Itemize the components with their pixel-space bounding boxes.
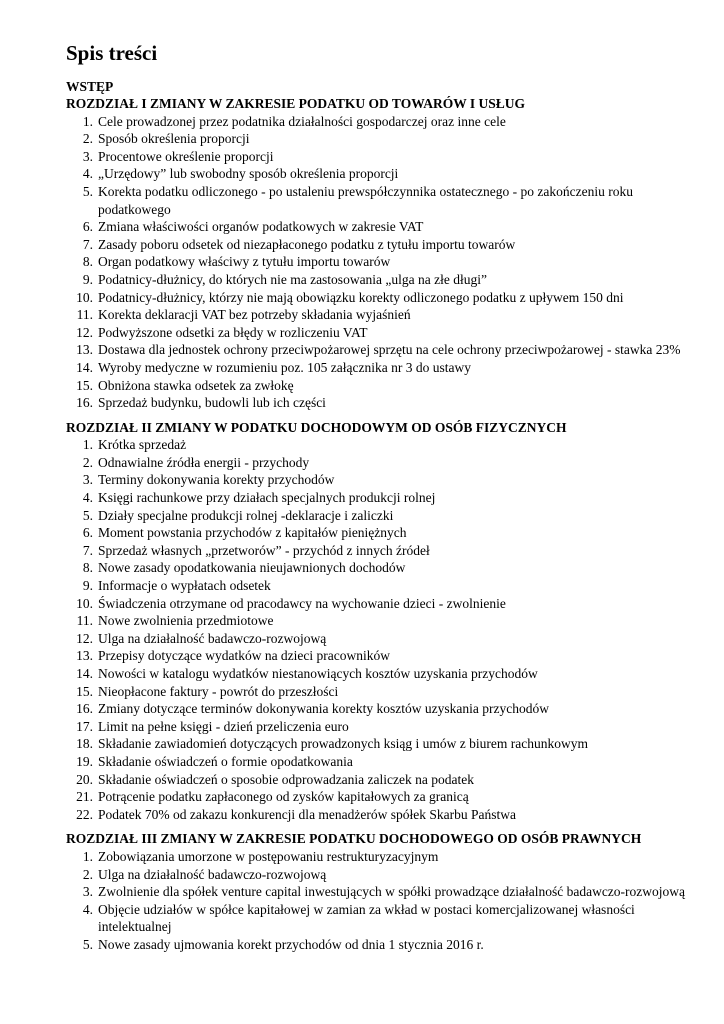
intro-heading: WSTĘP xyxy=(66,79,114,94)
toc-item xyxy=(66,341,706,359)
toc-item-text: Procentowe określenie proporcji xyxy=(98,148,274,164)
toc-item xyxy=(66,324,706,342)
toc-item xyxy=(66,377,706,395)
toc-item-text: Działy specjalne produkcji rolnej -deklaracje i zaliczki xyxy=(98,507,394,523)
toc-item xyxy=(66,130,706,148)
chapter-title: ROZDZIAŁ I ZMIANY W ZAKRESIE PODATKU OD TOWARÓW I USŁUG xyxy=(66,96,525,111)
toc-item xyxy=(66,507,706,525)
toc-item-text: Przepisy dotyczące wydatków na dzieci pracowników xyxy=(98,648,391,664)
toc-item xyxy=(66,866,706,884)
toc-item-text: Krótka sprzedaż xyxy=(98,437,187,453)
toc-item-number: 4. xyxy=(82,166,93,182)
toc-item-text: Moment powstania przychodów z kapitałów pieniężnych xyxy=(98,525,407,541)
toc-item-text: Potrącenie podatku zapłaconego od zysków kapitałowych za granicą xyxy=(98,789,469,805)
toc-item xyxy=(66,771,706,789)
toc-item-number: 4. xyxy=(82,901,93,917)
toc-item-text: Nowe zwolnienia przedmiotowe xyxy=(98,613,274,629)
toc-item-text: Zasady poboru odsetek od niezapłaconego podatku z tytułu importu towarów xyxy=(98,236,516,252)
toc-item-text: Korekta deklaracji VAT bez potrzeby składania wyjaśnień xyxy=(98,307,411,323)
chapter-title: ROZDZIAŁ II ZMIANY W PODATKU DOCHODOWYM OD OSÓB FIZYCZNYCH xyxy=(66,419,567,435)
toc-item xyxy=(66,936,706,954)
toc-item-text: Cele prowadzonej przez podatnika działalności gospodarczej oraz inne cele xyxy=(98,113,506,129)
toc-item-number: 1. xyxy=(82,113,93,129)
chapter-list xyxy=(66,95,706,954)
chapter-section xyxy=(66,830,706,953)
toc-item-number: 12. xyxy=(76,324,93,340)
toc-item xyxy=(66,542,706,560)
toc-item-number: 5. xyxy=(82,507,93,523)
toc-item-number: 14. xyxy=(76,666,93,681)
toc-item xyxy=(66,735,706,753)
toc-item xyxy=(66,577,706,595)
toc-item xyxy=(66,630,706,648)
toc-item-number: 13. xyxy=(76,648,93,664)
toc-item-number: 3. xyxy=(82,472,93,488)
toc-item xyxy=(66,359,706,377)
toc-item-number: 1. xyxy=(82,437,93,453)
toc-item-text: Nieopłacone faktury - powrót do przeszłości xyxy=(98,683,339,699)
toc-item-number: 20. xyxy=(76,771,93,787)
toc-item xyxy=(66,436,706,454)
toc-item-text: Objęcie udziałów w spółce kapitałowej w zamian za wkład w postaci komercjalizowanej własności intelektualnej xyxy=(98,901,635,935)
table-of-contents xyxy=(66,40,706,954)
toc-item xyxy=(66,148,706,166)
toc-item-text: „Urzędowy” lub swobodny sposób określenia proporcji xyxy=(98,166,399,182)
toc-item-number: 2. xyxy=(82,454,93,470)
toc-item-text: Ulga na działalność badawczo-rozwojową xyxy=(98,866,327,882)
toc-item-text: Podatnicy-dłużnicy, którzy nie mają obowiązku korekty odliczonego podatku z upływem 150 dni xyxy=(98,289,624,305)
toc-item xyxy=(66,595,706,613)
toc-item-text: Zwolnienie dla spółek venture capital inwestujących w spółki prowadzące działalność badawczo-rozwojową xyxy=(98,884,686,900)
toc-item-number: 14. xyxy=(76,359,93,375)
toc-item xyxy=(66,289,706,307)
toc-item-number: 17. xyxy=(76,718,93,734)
toc-item-number: 9. xyxy=(82,271,93,287)
toc-item-number: 16. xyxy=(76,701,93,717)
toc-item-number: 18. xyxy=(76,736,93,752)
toc-item xyxy=(66,524,706,542)
toc-item-number: 3. xyxy=(82,148,93,164)
toc-item-number: 3. xyxy=(82,884,93,900)
chapter-section xyxy=(66,419,706,824)
toc-item-number: 15. xyxy=(76,377,93,393)
toc-item xyxy=(66,271,706,289)
toc-item xyxy=(66,306,706,324)
toc-item-number: 8. xyxy=(82,560,93,576)
toc-item-text: Zobowiązania umorzone w postępowaniu restrukturyzacyjnym xyxy=(98,848,439,864)
toc-item xyxy=(66,489,706,507)
toc-item xyxy=(66,788,706,806)
toc-item xyxy=(66,454,706,472)
toc-item-number: 10. xyxy=(76,595,93,611)
toc-item-text: Składanie zawiadomień dotyczących prowadzonych ksiąg i umów z biurem rachunkowym xyxy=(98,736,588,752)
toc-item-number: 5. xyxy=(82,936,93,952)
toc-item-text: Podwyższone odsetki za błędy w rozliczeniu VAT xyxy=(98,324,368,340)
toc-item-number: 19. xyxy=(76,753,93,769)
toc-item-number: 6. xyxy=(82,219,93,235)
toc-item xyxy=(66,806,706,824)
toc-item-number: 9. xyxy=(82,578,93,594)
toc-item-text: Nowości w katalogu wydatków niestanowiących kosztów uzyskania przychodów xyxy=(98,666,538,681)
toc-item-number: 7. xyxy=(82,236,93,252)
toc-item xyxy=(66,753,706,771)
toc-item xyxy=(66,901,706,936)
toc-item-text: Limit na pełne księgi - dzień przeliczenia euro xyxy=(98,718,349,734)
page-title: Spis treści xyxy=(66,41,158,65)
toc-item xyxy=(66,471,706,489)
toc-item xyxy=(66,647,706,665)
toc-item-number: 11. xyxy=(76,307,93,323)
toc-item xyxy=(66,718,706,736)
toc-item-text: Zmiany dotyczące terminów dokonywania korekty kosztów uzyskania przychodów xyxy=(98,701,549,717)
toc-item xyxy=(66,113,706,131)
toc-item-text: Składanie oświadczeń o sposobie odprowadzania zaliczek na podatek xyxy=(98,771,474,787)
toc-item-text: Zmiana właściwości organów podatkowych w zakresie VAT xyxy=(98,219,424,235)
toc-item xyxy=(66,218,706,236)
toc-item-text: Sprzedaż własnych „przetworów” - przychód z innych źródeł xyxy=(98,542,430,558)
toc-item-number: 11. xyxy=(76,613,93,629)
toc-item-text: Podatnicy-dłużnicy, do których nie ma zastosowania „ulga na złe długi” xyxy=(98,271,488,287)
toc-item-number: 8. xyxy=(82,254,93,270)
toc-item xyxy=(66,183,706,218)
toc-item-text: Odnawialne źródła energii - przychody xyxy=(98,454,310,470)
toc-item-number: 13. xyxy=(76,342,93,358)
toc-item-text: Informacje o wypłatach odsetek xyxy=(98,578,271,594)
toc-item-text: Organ podatkowy właściwy z tytułu importu towarów xyxy=(98,254,391,270)
toc-item-text: Korekta podatku odliczonego - po ustaleniu prewspółczynnika ostatecznego - po zakończeniu roku podatkowego xyxy=(98,183,633,217)
toc-item xyxy=(66,253,706,271)
toc-item-number: 2. xyxy=(82,131,93,147)
toc-item-number: 15. xyxy=(76,683,93,699)
toc-item-number: 12. xyxy=(76,630,93,646)
toc-item xyxy=(66,665,706,683)
toc-item-number: 7. xyxy=(82,542,93,558)
toc-item-number: 21. xyxy=(76,789,93,805)
chapter-item-list xyxy=(66,113,706,412)
toc-item-text: Nowe zasady opodatkowania nieujawnionych dochodów xyxy=(98,560,406,576)
toc-item xyxy=(66,848,706,866)
toc-item-text: Ulga na działalność badawczo-rozwojową xyxy=(98,630,327,646)
toc-item-text: Terminy dokonywania korekty przychodów xyxy=(98,472,335,488)
toc-item-text: Podatek 70% od zakazu konkurencji dla menadżerów spółek Skarbu Państwa xyxy=(98,806,517,822)
toc-item-text: Księgi rachunkowe przy działach specjalnych produkcji rolnej xyxy=(98,490,436,506)
chapter-item-list xyxy=(66,848,706,954)
toc-item-text: Składanie oświadczeń o formie opodatkowania xyxy=(98,753,353,769)
toc-item-text: Świadczenia otrzymane od pracodawcy na wychowanie dzieci - zwolnienie xyxy=(98,595,506,611)
toc-item-text: Dostawa dla jednostek ochrony przeciwpożarowej sprzętu na cele ochrony przeciwpożarowej - stawka 23% xyxy=(98,342,681,358)
toc-item-text: Sposób określenia proporcji xyxy=(98,131,250,147)
toc-item-text: Sprzedaż budynku, budowli lub ich części xyxy=(98,395,326,411)
toc-item-text: Nowe zasady ujmowania korekt przychodów od dnia 1 stycznia 2016 r. xyxy=(98,936,484,952)
toc-item-number: 22. xyxy=(76,806,93,822)
chapter-title: ROZDZIAŁ III ZMIANY W ZAKRESIE PODATKU DOCHODOWEGO OD OSÓB PRAWNYCH xyxy=(66,831,642,847)
toc-item-number: 4. xyxy=(82,490,93,506)
toc-item xyxy=(66,683,706,701)
toc-item xyxy=(66,236,706,254)
chapter-item-list xyxy=(66,436,706,823)
toc-item-number: 16. xyxy=(76,395,93,411)
toc-item-number: 5. xyxy=(82,183,93,199)
toc-item xyxy=(66,394,706,412)
toc-item-number: 10. xyxy=(76,289,93,305)
toc-item-number: 6. xyxy=(82,525,93,541)
chapter-section xyxy=(66,95,706,412)
toc-item xyxy=(66,165,706,183)
toc-item-text: Obniżona stawka odsetek za zwłokę xyxy=(98,377,294,393)
toc-item-number: 2. xyxy=(82,866,93,882)
toc-item-number: 1. xyxy=(82,848,93,864)
toc-item xyxy=(66,883,706,901)
toc-item xyxy=(66,612,706,630)
toc-item xyxy=(66,700,706,718)
toc-item xyxy=(66,559,706,577)
toc-item-text: Wyroby medyczne w rozumieniu poz. 105 załącznika nr 3 do ustawy xyxy=(98,359,471,375)
